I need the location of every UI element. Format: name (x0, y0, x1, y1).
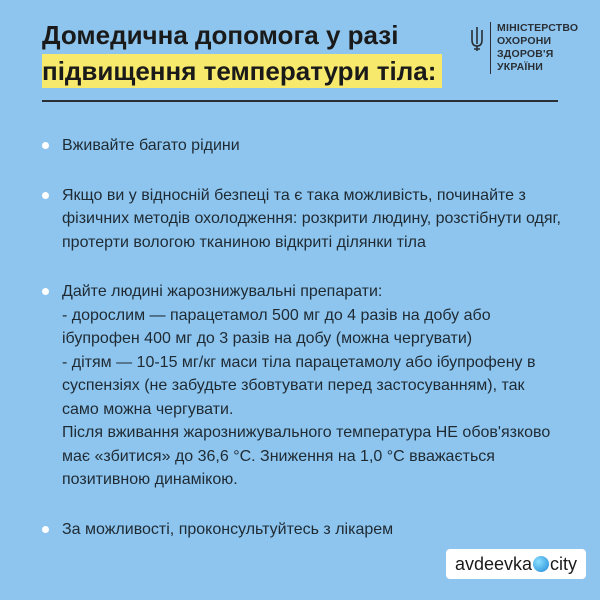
list-item (42, 134, 562, 158)
page-title (42, 18, 442, 88)
bullet-dot-icon (42, 192, 49, 199)
ministry-line: УКРАЇНИ (497, 61, 544, 73)
watermark-right: city (550, 553, 578, 574)
list-item (42, 184, 562, 255)
advice-list (42, 134, 562, 541)
list-item-text: Якщо ви у відносній безпеці та є така можливість, починайте з фізичних методів охолодження: розкрити людину, розстібнути одяг, протерти вологою тканиною відкриті ділянки тіла (62, 186, 561, 251)
trident-icon (470, 26, 484, 52)
bullet-dot-icon (42, 288, 49, 295)
list-item (42, 280, 562, 492)
list-item-text: За можливості, проконсультуйтесь з лікарем (62, 520, 394, 538)
header-divider (42, 100, 558, 102)
ministry-line: ЗДОРОВ'Я (497, 48, 554, 60)
title-line-2-highlighted: підвищення температури тіла: (42, 54, 442, 88)
bullet-dot-icon (42, 142, 49, 149)
list-item (42, 518, 562, 542)
ministry-line: МІНІСТЕРСТВО (497, 22, 579, 34)
bullet-dot-icon (42, 526, 49, 533)
site-watermark (446, 549, 586, 579)
ministry-name (490, 22, 578, 74)
globe-icon (533, 556, 549, 572)
ministry-logo (470, 22, 578, 74)
title-line-1: Домедична допомога у разі (42, 20, 399, 50)
ministry-line: ОХОРОНИ (497, 35, 552, 47)
list-item-text: Дайте людині жарознижувальні препарати: - дорослим — парацетамол 500 мг до 4 разів на добу або ібупрофен 400 мг до 3 разів на добу (можна чергувати) - дітям — 10-15 мг/кг маси тіла парацетамолу або ібупрофену в суспензіях (не забудьте збовтувати перед застосуванням), так само можна чергувати. Після вживання жарознижувального температура НЕ обов'язково має «збитися» до 36,6 °С. Зниження на 1,0 °С вважається позитивною динамікою. (62, 283, 551, 488)
watermark-left: avdeevka (454, 553, 533, 574)
list-item-text: Вживайте багато рідини (62, 137, 240, 154)
